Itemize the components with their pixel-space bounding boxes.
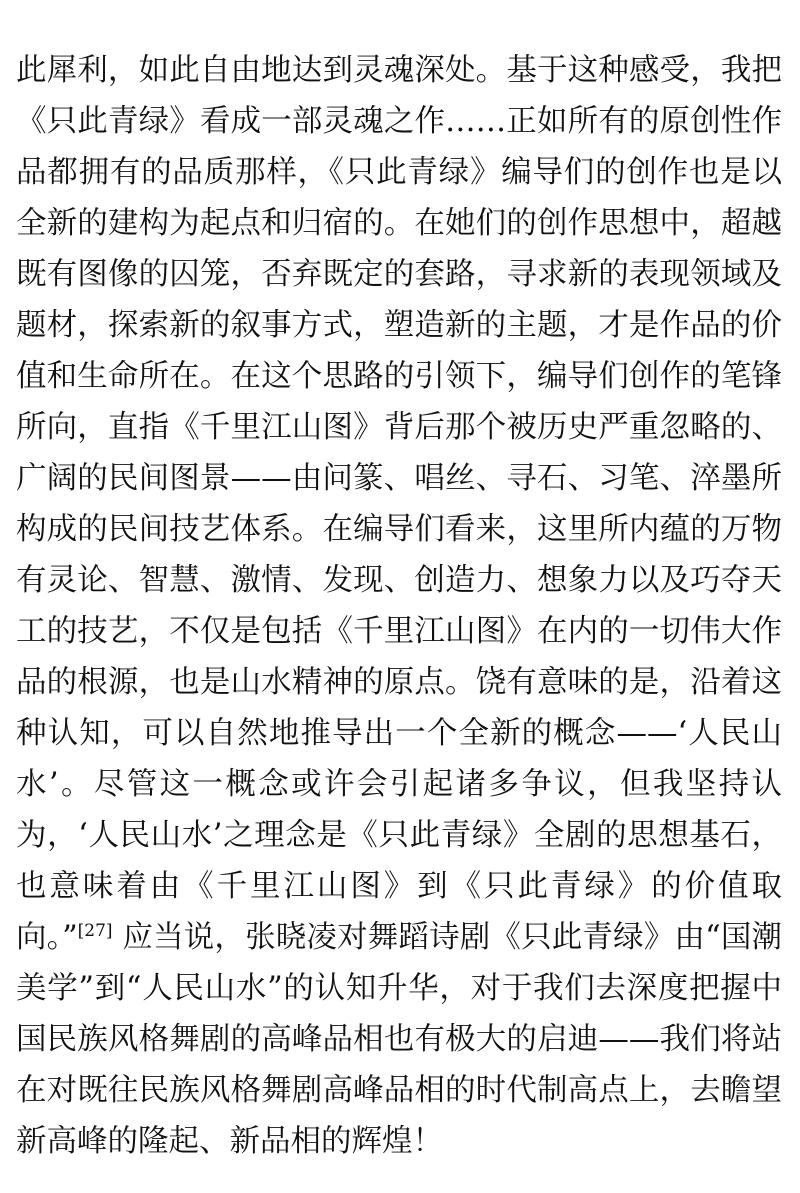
body-paragraph — [16, 45, 782, 1167]
paragraph-text-part-1: 此犀利，如此自由地达到灵魂深处。基于这种感受，我把《只此青绿》看成一部灵魂之作……正如所有的原创性作品都拥有的品质那样，《只此青绿》编导们的创作也是以全新的建构为起点和归宿的。在她们的创作思想中，超越既有图像的囚笼，否弃既定的套路，寻求新的表现领域及题材，探索新的叙事方式，塑造新的主题，才是作品的价值和生命所在。在这个思路的引领下，编导们创作的笔锋所向，直指《千里江山图》背后那个被历史严重忽略的、广阔的民间图景——由问篆、唱丝、寻石、习笔、淬墨所构成的民间技艺体系。在编导们看来，这里所内蕴的万物有灵论、智慧、激情、发现、创造力、想象力以及巧夺天工的技艺，不仅是包括《千里江山图》在内的一切伟大作品的根源，也是山水精神的原点。饶有意味的是，沿着这种认知，可以自然地推导出一个全新的概念——‘人民山水’。尽管这一概念或许会引起诸多争议，但我坚持认为，‘人民山水’之理念是《只此青绿》全剧的思想基石，也意味着由《千里江山图》到《只此青绿》的价值取向。” — [16, 52, 782, 955]
footnote-reference: [27] — [77, 920, 113, 941]
paragraph-text-part-2: 应当说，张晓凌对舞蹈诗剧《只此青绿》由“国潮美学”到“人民山水”的认知升华，对于我们去深度把握中国民族风格舞剧的高峰品相也有极大的启迪——我们将站在对既往民族风格舞剧高峰品相的时代制高点上，去瞻望新高峰的隆起、新品相的辉煌！ — [16, 919, 782, 1159]
